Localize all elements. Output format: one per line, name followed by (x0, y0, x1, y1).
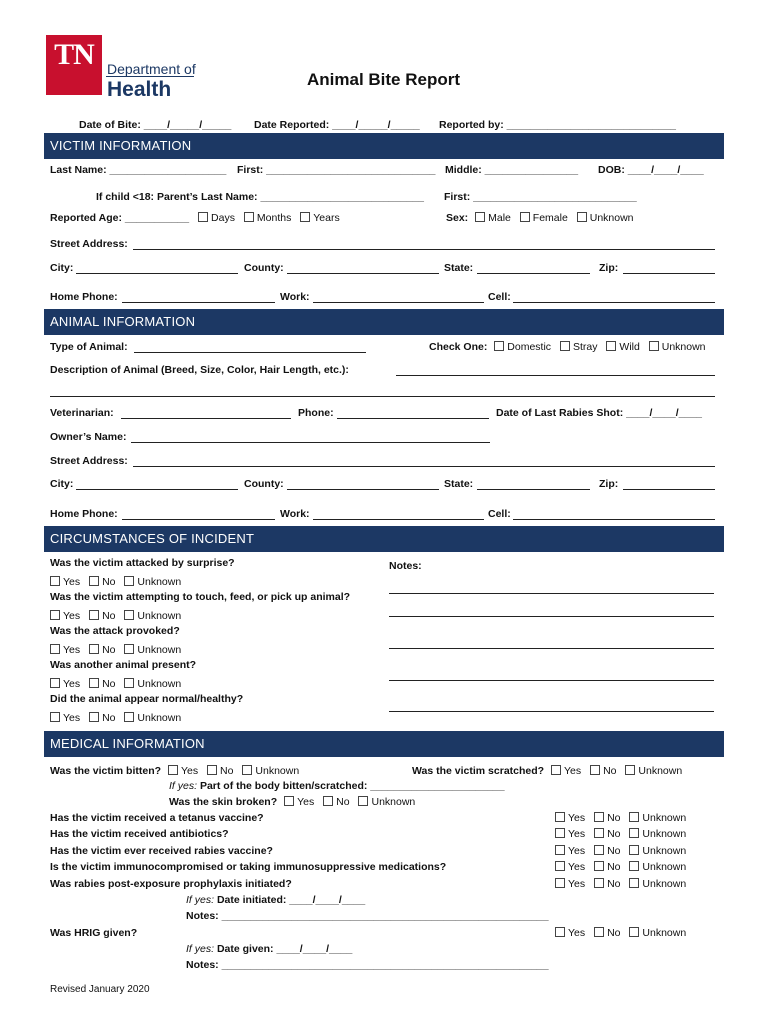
body-part-field[interactable]: Part of the body bitten/scratched: _______________________ (199, 780, 505, 792)
animal-section-header: ANIMAL INFORMATION (44, 309, 724, 335)
victim-state-label: State: (444, 262, 474, 274)
checkbox-icon[interactable] (555, 927, 565, 937)
victim-street-line[interactable] (133, 249, 715, 250)
checkbox-icon[interactable] (555, 812, 565, 822)
checkbox-icon[interactable] (50, 712, 60, 722)
owner-name-line[interactable] (131, 442, 490, 443)
checkbox-icon[interactable] (89, 678, 99, 688)
checkbox-icon[interactable] (629, 927, 639, 937)
date-reported-field[interactable]: Date Reported: ____/_____/_____ (254, 119, 420, 131)
circ-question: Was the attack provoked? (50, 625, 180, 637)
age-years-option[interactable]: Years (300, 212, 339, 224)
victim-home-phone-line[interactable] (122, 302, 275, 303)
yes-option[interactable]: Yes (50, 644, 80, 656)
unknown-option[interactable]: Unknown (124, 644, 181, 656)
circ-question: Was the victim attacked by surprise? (50, 557, 235, 569)
yes-option[interactable]: Yes (555, 845, 585, 857)
animal-state-line[interactable] (477, 489, 590, 490)
if-yes-label: If yes: (169, 780, 198, 792)
rabies-shot-field[interactable]: Date of Last Rabies Shot: ____/____/____ (496, 407, 703, 419)
unknown-option[interactable]: Unknown (124, 576, 181, 588)
age-months-option[interactable]: Months (244, 212, 291, 224)
checkbox-icon[interactable] (520, 212, 530, 222)
victim-state-line[interactable] (477, 273, 590, 274)
medical-answer-row (555, 878, 692, 890)
yes-option[interactable]: Yes (50, 712, 80, 724)
checkbox-icon[interactable] (590, 765, 600, 775)
checkbox-icon[interactable] (89, 610, 99, 620)
victim-first-name[interactable]: First: _____________________________ (237, 164, 436, 176)
animal-zip-line[interactable] (623, 489, 715, 490)
victim-city-label: City: (50, 262, 74, 274)
circ-notes-label: Notes: (389, 560, 422, 572)
animal-state-label: State: (444, 478, 474, 490)
victim-street-label: Street Address: (50, 238, 128, 250)
circ-question: Was the victim attempting to touch, feed, or pick up animal? (50, 591, 351, 603)
checkbox-icon[interactable] (555, 828, 565, 838)
checkbox-icon[interactable] (555, 878, 565, 888)
sex-female-option[interactable]: Female (520, 212, 568, 224)
unknown-option[interactable]: Unknown (625, 765, 682, 777)
animal-city-line[interactable] (76, 489, 238, 490)
checkbox-icon[interactable] (629, 828, 639, 838)
hrig-date-row (186, 943, 352, 955)
no-option[interactable]: No (89, 678, 115, 690)
sex-row (446, 212, 640, 224)
checkbox-icon[interactable] (50, 576, 60, 586)
page-title: Animal Bite Report (307, 70, 461, 89)
sex-unknown-option[interactable]: Unknown (577, 212, 634, 224)
checkbox-icon[interactable] (555, 845, 565, 855)
checkbox-icon[interactable] (50, 610, 60, 620)
checkbox-icon[interactable] (300, 212, 310, 222)
checkbox-icon[interactable] (124, 712, 134, 722)
circ-notes-line[interactable] (389, 616, 714, 617)
yes-option[interactable]: Yes (555, 927, 585, 939)
checkbox-icon[interactable] (629, 812, 639, 822)
victim-county-line[interactable] (287, 273, 439, 274)
checkbox-icon[interactable] (89, 576, 99, 586)
no-option[interactable]: No (594, 861, 620, 873)
pep-date-row (186, 894, 365, 906)
reported-by-field[interactable]: Reported by: _____________________________ (439, 119, 677, 131)
checkbox-icon[interactable] (124, 644, 134, 654)
victim-section-header: VICTIM INFORMATION (44, 133, 724, 159)
vet-line[interactable] (121, 418, 291, 419)
victim-zip-label: Zip: (599, 262, 619, 274)
checkbox-icon[interactable] (594, 812, 604, 822)
victim-cell-label: Cell: (488, 291, 511, 303)
checkbox-icon[interactable] (323, 796, 333, 806)
medical-question: Was rabies post-exposure prophylaxis initiated? (50, 878, 292, 890)
medical-question: Has the victim received a tetanus vaccine? (50, 812, 264, 824)
victim-county-label: County: (244, 262, 284, 274)
revised-date: Revised January 2020 (50, 984, 150, 995)
animal-street-line[interactable] (133, 466, 715, 467)
unknown-option[interactable]: Unknown (629, 812, 686, 824)
animal-type-label: Type of Animal: (50, 341, 128, 353)
unknown-option[interactable]: Unknown (124, 610, 181, 622)
medical-answer-row (555, 845, 692, 857)
animal-description-line-1[interactable] (396, 375, 715, 376)
medical-answer-row (555, 828, 692, 840)
yes-option[interactable]: Yes (284, 796, 314, 808)
checkbox-icon[interactable] (629, 845, 639, 855)
checkbox-icon[interactable] (284, 796, 294, 806)
circ-notes-line[interactable] (389, 648, 714, 649)
medical-answer-row (555, 861, 692, 873)
yes-option[interactable]: Yes (551, 765, 581, 777)
unknown-option[interactable]: Unknown (124, 712, 181, 724)
no-option[interactable]: No (89, 712, 115, 724)
unknown-option[interactable]: Unknown (629, 861, 686, 873)
no-option[interactable]: No (594, 812, 620, 824)
checkbox-icon[interactable] (494, 341, 504, 351)
medical-question: Has the victim ever received rabies vaccine? (50, 845, 273, 857)
animal-home-phone-line[interactable] (122, 519, 275, 520)
skin-broken-question: Was the skin broken? (169, 796, 278, 808)
circ-notes-line[interactable] (389, 711, 714, 712)
pep-notes-field[interactable]: Notes: ________________________________________________________ (186, 910, 549, 922)
skin-broken-row (169, 796, 421, 808)
check-one-label: Check One: (429, 341, 488, 353)
checkbox-icon[interactable] (629, 878, 639, 888)
medical-question: Is the victim immunocompromised or taking immunosuppressive medications? (50, 861, 447, 873)
unknown-option[interactable]: Unknown (629, 878, 686, 890)
yes-option[interactable]: Yes (50, 678, 80, 690)
checkbox-icon[interactable] (555, 861, 565, 871)
animal-check-one-row (429, 341, 712, 353)
medical-section-header: MEDICAL INFORMATION (44, 731, 724, 757)
yes-option[interactable]: Yes (50, 610, 80, 622)
circ-answer-row (50, 576, 187, 588)
sex-male-option[interactable]: Male (475, 212, 511, 224)
unknown-option[interactable]: Unknown (629, 845, 686, 857)
victim-zip-line[interactable] (623, 273, 715, 274)
logo-rule (106, 76, 194, 77)
no-option[interactable]: No (590, 765, 616, 777)
reported-age-field[interactable]: Reported Age: ___________ (50, 212, 190, 224)
vet-phone-label: Phone: (298, 407, 334, 419)
checkbox-icon[interactable] (50, 644, 60, 654)
sex-label: Sex: (446, 212, 469, 224)
victim-city-line[interactable] (76, 273, 238, 274)
checkbox-icon[interactable] (577, 212, 587, 222)
animal-home-phone-label: Home Phone: (50, 508, 118, 520)
checkbox-icon[interactable] (244, 212, 254, 222)
checkbox-icon[interactable] (551, 765, 561, 775)
checkbox-icon[interactable] (358, 796, 368, 806)
animal-work-line[interactable] (313, 519, 484, 520)
checkbox-icon[interactable] (242, 765, 252, 775)
animal-stray-option[interactable]: Stray (560, 341, 598, 353)
victim-dob[interactable]: DOB: ____/____/____ (598, 164, 704, 176)
logo-department: Department of (107, 61, 196, 77)
checkbox-icon[interactable] (625, 765, 635, 775)
checkbox-icon[interactable] (89, 712, 99, 722)
circ-answer-row (50, 678, 187, 690)
victim-work-line[interactable] (313, 302, 484, 303)
yes-option[interactable]: Yes (555, 861, 585, 873)
body-part-row (169, 780, 505, 792)
no-option[interactable]: No (89, 576, 115, 588)
no-option[interactable]: No (89, 644, 115, 656)
no-option[interactable]: No (207, 765, 233, 777)
date-of-bite-field[interactable]: Date of Bite: ____/_____/_____ (79, 119, 232, 131)
yes-option[interactable]: Yes (555, 878, 585, 890)
animal-zip-label: Zip: (599, 478, 619, 490)
medical-answer-row (555, 812, 692, 824)
unknown-option[interactable]: Unknown (242, 765, 299, 777)
checkbox-icon[interactable] (207, 765, 217, 775)
checkbox-icon[interactable] (124, 576, 134, 586)
scratched-row (412, 765, 688, 777)
victim-middle-name[interactable]: Middle: ________________ (445, 164, 579, 176)
tn-logo-text: TN (54, 38, 94, 71)
if-yes-label: If yes: (186, 894, 215, 906)
animal-street-label: Street Address: (50, 455, 128, 467)
no-option[interactable]: No (89, 610, 115, 622)
animal-county-label: County: (244, 478, 284, 490)
checkbox-icon[interactable] (594, 927, 604, 937)
bitten-row (50, 765, 305, 777)
animal-domestic-option[interactable]: Domestic (494, 341, 551, 353)
owner-name-label: Owner’s Name: (50, 431, 127, 443)
reported-age-row (50, 212, 346, 224)
date-given-field[interactable]: Date given: ____/____/____ (216, 943, 353, 955)
animal-city-label: City: (50, 478, 74, 490)
circ-notes-line[interactable] (389, 680, 714, 681)
checkbox-icon[interactable] (50, 678, 60, 688)
checkbox-icon[interactable] (594, 861, 604, 871)
checkbox-icon[interactable] (649, 341, 659, 351)
circumstances-section-header: CIRCUMSTANCES OF INCIDENT (44, 526, 724, 552)
date-initiated-field[interactable]: Date initiated: ____/____/____ (216, 894, 366, 906)
hrig-notes-field[interactable]: Notes: ________________________________________________________ (186, 959, 549, 971)
checkbox-icon[interactable] (124, 610, 134, 620)
unknown-option[interactable]: Unknown (629, 828, 686, 840)
bitten-question: Was the victim bitten? (50, 765, 162, 777)
vet-label: Veterinarian: (50, 407, 114, 419)
checkbox-icon[interactable] (198, 212, 208, 222)
circ-notes-line[interactable] (389, 593, 714, 594)
scratched-question: Was the victim scratched? (412, 765, 545, 777)
no-option[interactable]: No (594, 845, 620, 857)
animal-wild-option[interactable]: Wild (606, 341, 639, 353)
logo-health: Health (107, 78, 172, 101)
animal-description-label: Description of Animal (Breed, Size, Color, Hair Length, etc.): (50, 364, 349, 376)
circ-question: Did the animal appear normal/healthy? (50, 693, 244, 705)
checkbox-icon[interactable] (629, 861, 639, 871)
no-option[interactable]: No (594, 878, 620, 890)
unknown-option[interactable]: Unknown (358, 796, 415, 808)
no-option[interactable]: No (594, 828, 620, 840)
animal-county-line[interactable] (287, 489, 439, 490)
no-option[interactable]: No (594, 927, 620, 939)
victim-last-name[interactable]: Last Name: ____________________ (50, 164, 227, 176)
animal-type-line[interactable] (134, 352, 366, 353)
checkbox-icon[interactable] (89, 644, 99, 654)
checkbox-icon[interactable] (475, 212, 485, 222)
vet-phone-line[interactable] (337, 418, 489, 419)
checkbox-icon[interactable] (168, 765, 178, 775)
checkbox-icon[interactable] (124, 678, 134, 688)
yes-option[interactable]: Yes (168, 765, 198, 777)
checkbox-icon[interactable] (560, 341, 570, 351)
victim-cell-line[interactable] (513, 302, 715, 303)
if-yes-label: If yes: (186, 943, 215, 955)
animal-description-line-2[interactable] (50, 396, 715, 397)
circ-answer-row (50, 644, 187, 656)
animal-unknown-option[interactable]: Unknown (649, 341, 706, 353)
animal-cell-label: Cell: (488, 508, 511, 520)
age-days-option[interactable]: Days (198, 212, 235, 224)
animal-work-label: Work: (280, 508, 310, 520)
animal-cell-line[interactable] (513, 519, 715, 520)
parent-first-name[interactable]: First: ____________________________ (444, 191, 637, 203)
checkbox-icon[interactable] (594, 828, 604, 838)
circ-answer-row (50, 610, 187, 622)
unknown-option[interactable]: Unknown (124, 678, 181, 690)
medical-question: Has the victim received antibiotics? (50, 828, 229, 840)
yes-option[interactable]: Yes (555, 812, 585, 824)
checkbox-icon[interactable] (594, 878, 604, 888)
parent-last-name[interactable]: If child <18: Parent’s Last Name: ____________________________ (96, 191, 424, 203)
checkbox-icon[interactable] (594, 845, 604, 855)
no-option[interactable]: No (323, 796, 349, 808)
hrig-question: Was HRIG given? (50, 927, 138, 939)
yes-option[interactable]: Yes (50, 576, 80, 588)
checkbox-icon[interactable] (606, 341, 616, 351)
unknown-option[interactable]: Unknown (629, 927, 686, 939)
circ-question: Was another animal present? (50, 659, 197, 671)
victim-work-label: Work: (280, 291, 310, 303)
yes-option[interactable]: Yes (555, 828, 585, 840)
circ-answer-row (50, 712, 187, 724)
victim-home-phone-label: Home Phone: (50, 291, 118, 303)
hrig-answer-row (555, 927, 692, 939)
